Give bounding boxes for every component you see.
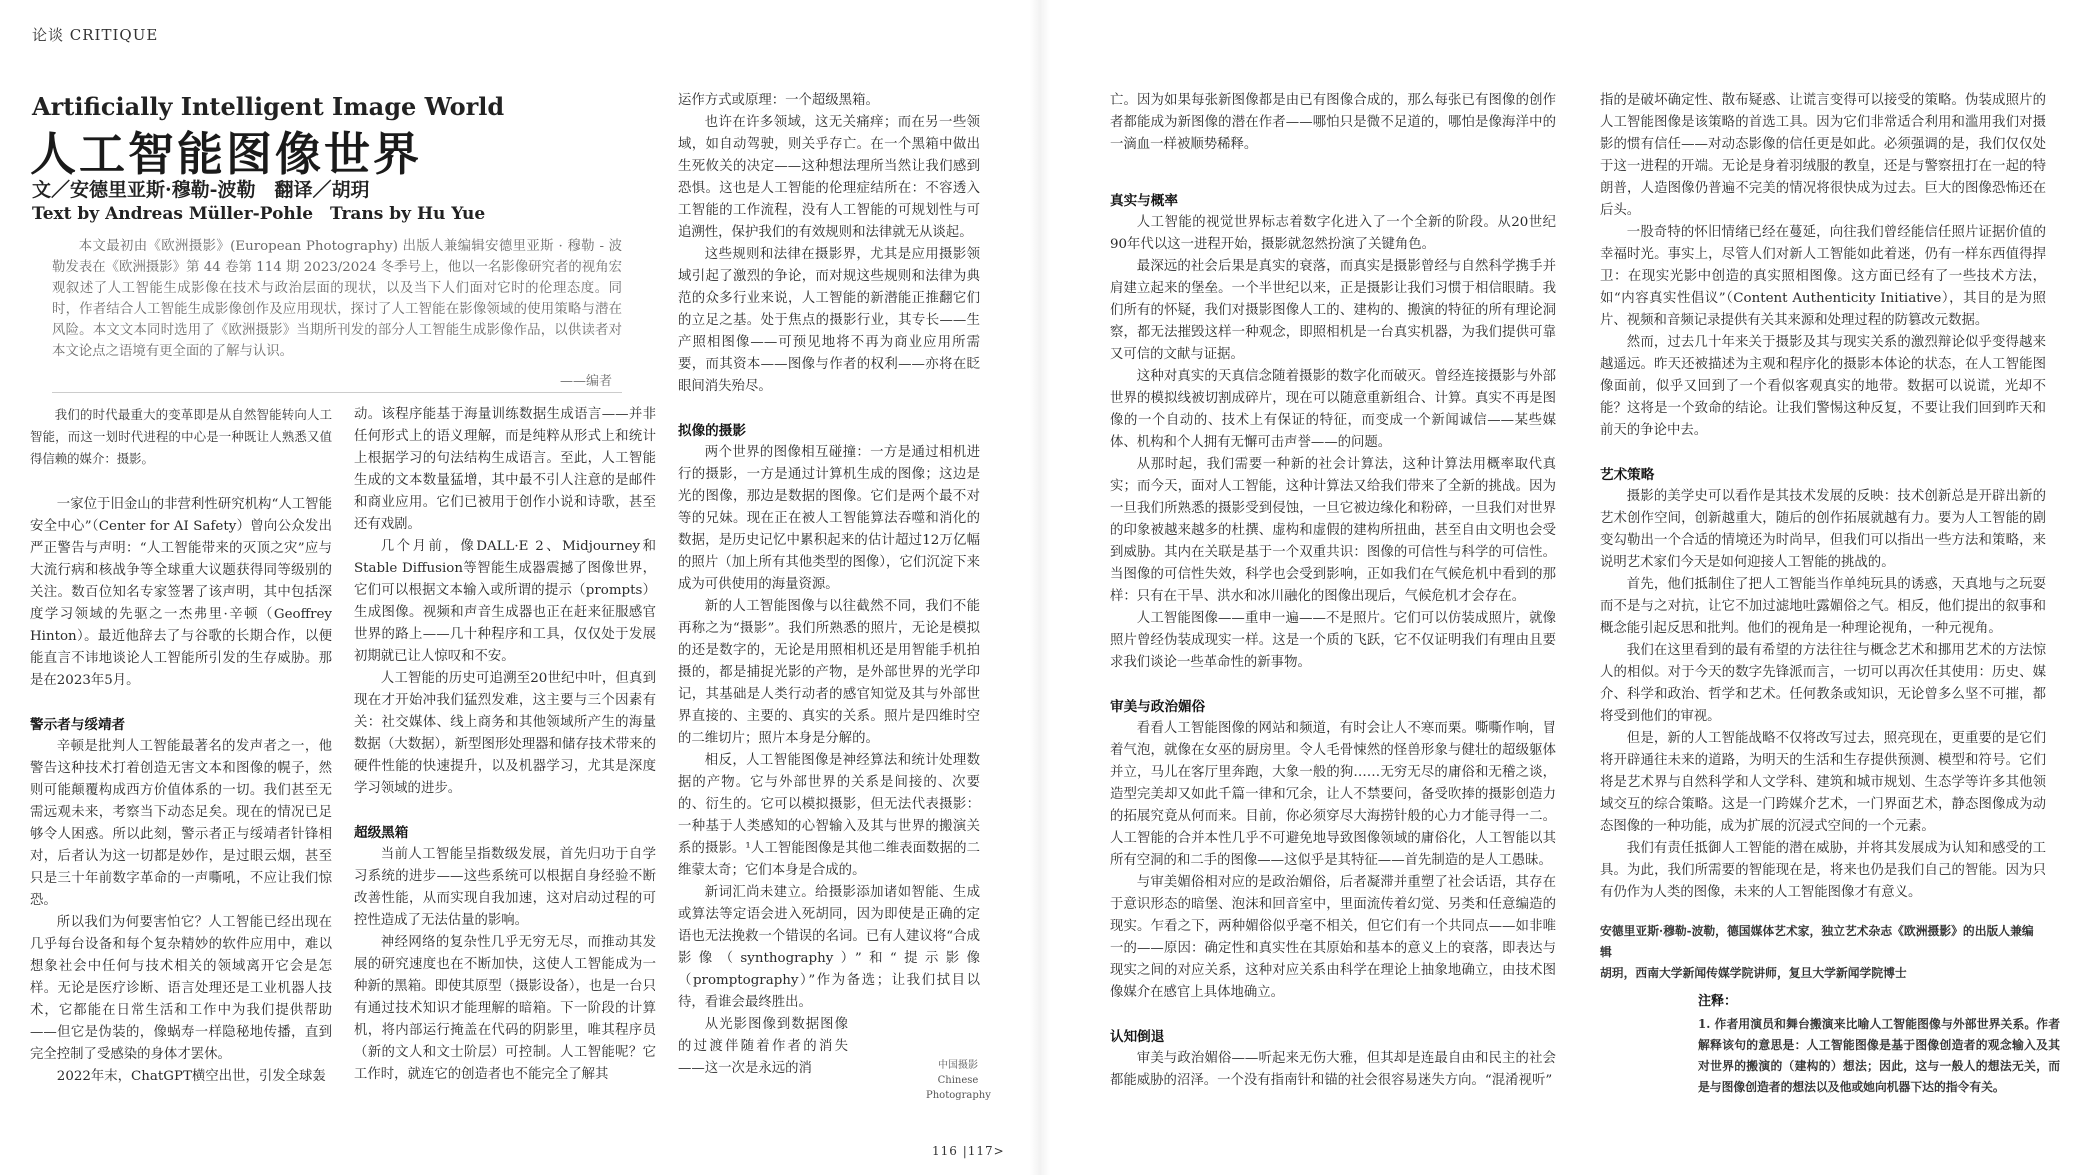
paragraph: 2022年末，ChatGPT横空出世，引发全球轰	[56, 1069, 326, 1084]
paragraph: 这些规则和法律在摄影界，尤其是应用摄影领域引起了激烈的争论，而对规这些规则和法律为典范的众多行业来说，人工智能的新潜能正推翻它们的立足之基。处于焦点的摄影行业，其专长——生产照相图像——可预见地将不再为商业应用所需要，而其资本——图像与作者的权利——亦将在眨眼间消失殆尽。	[678, 247, 980, 394]
paragraph: 当前人工智能呈指数级发展，首先归功于自学习系统的进步——这些系统可以根据自身经验不断改善性能，从而实现自我加速，这对启动过程的可控性造成了无法估量的影响。	[354, 847, 656, 928]
paragraph: 指的是破坏确定性、散布疑惑、让谎言变得可以接受的策略。伪装成照片的人工智能图像是该策略的首选工具。因为它们非常适合利用和滥用我们对摄影的惯有信任——对动态影像的信任更是如此。必须强调的是，我们仅仅处于这一进程的开端。无论是身着羽绒服的教皇，还是与警察扭打在一起的特朗普，人造图像仍普遍不完美的情况将很快成为过去。巨大的图像恐怖还在后头。	[1600, 93, 2046, 218]
column-2	[354, 404, 656, 1086]
byline-chinese: 文／安德里亚斯·穆勒-波勒 翻译／胡玥	[32, 179, 370, 201]
paragraph: 新的人工智能图像与以往截然不同，我们不能再称之为“摄影”。我们所熟悉的照片，无论是模拟的还是数字的，无论是用照相机还是用智能手机拍摄的，都是捕捉光影的产物，是外部世界的光学印记，其基础是人类行动者的感官知觉及其与外部世界直接的、主要的、真实的关系。照片是四维时空的二维切片；照片本身是分解的。	[678, 599, 980, 746]
paragraph: 辛顿是批判人工智能最著名的发声者之一，他警告这种技术打着创造无害文本和图像的幌子，然则可能颠覆构成西方价值体系的一切。我们甚至无需远观未来，考察当下动态足矣。现在的情况已足够令人困惑。所以此刻，警示者正与绥靖者针锋相对，后者认为这一切都是妙作，是过眼云烟，甚至只是三十年前数字革命的一声嘶吼，不应让我们惊恐。	[30, 739, 332, 908]
paragraph: 从那时起，我们需要一种新的社会计算法，这种计算法用概率取代真实；而今天，面对人工智能，这种计算法又给我们带来了全新的挑战。因为一旦我们所熟悉的摄影受到侵蚀，一旦它被边缘化和粉碎，一旦我们对世界的印象被越来越多的杜撰、虚构和虚假的建构所扭曲，甚至自由文明也会受到威胁。其内在关联是基于一个双重共识：图像的可信性与科学的可信性。当图像的可信性失效，科学也会受到影响，正如我们在气候危机中看到的那样：只有在干旱、洪水和冰川融化的图像出现后，气候危机才会存在。	[1110, 457, 1556, 604]
right-page	[1040, 0, 2077, 1175]
paragraph: 人工智能的视觉世界标志着数字化进入了一个全新的阶段。从20世纪90年代以这一进程开始，摄影就忽然扮演了关键角色。	[1110, 215, 1556, 252]
paragraph: 但是，新的人工智能战略不仅将改写过去，照亮现在，更重要的是它们将开辟通往未来的道路，为明天的生活和生存提供预测、模型和符号。它们将是艺术界与自然科学和人文学科、建筑和城市规划、生态学等许多其他领域交互的综合策略。这是一门跨媒介艺术，一门界面艺术，静态图像成为动态图像的一种功能，成为扩展的沉浸式空间的一个元素。	[1600, 731, 2046, 834]
author-bio	[1600, 921, 2040, 984]
paragraph: 也许在许多领域，这无关痛痒；而在另一些领域，如自动驾驶，则关乎存亡。在一个黑箱中做出生死攸关的决定——这种想法理所当然让我们感到恐惧。这也是人工智能的伦理症结所在：不容透入工智能的工作流程，没有人工智能的可规划性与可追溯性，保护我们的有效规则和法律就无从谈起。	[678, 115, 980, 240]
paragraph: 一股奇特的怀旧情绪已经在蔓延，向往我们曾经能信任照片证据价值的幸福时光。事实上，尽管人们对新人工智能如此着迷，仍有一样东西值得捍卫：在现实光影中创造的真实照相图像。这方面已经有了一些技术方法，如“内容真实性倡议”（Content Authenticity Initiative），其目的是为照片、视频和音频记录提供有关其来源和处理过程的防篡改元数据。	[1600, 225, 2046, 328]
paragraph: 看看人工智能图像的网站和频道，有时会让人不寒而栗。嘶嘶作响，冒着气泡，就像在女巫的厨房里。令人毛骨悚然的怪兽形象与健壮的超级躯体并立，马儿在客厅里奔跑，大象一般的狗……无穷无尽的庸俗和无稽之谈，造型完美却又如此千篇一律和冗余，让人不禁要问，备受吹捧的摄影创造力的拓展究竟从何而来。目前，你必须穿尽大海捞针般的心力才能寻得一二。人工智能的合并本性几乎不可避免地导致图像领域的庸俗化，人工智能以其所有空洞的和二手的图像——这似乎是其特征——首先制造的是人工愚昧。	[1110, 721, 1556, 868]
paragraph: 摄影的美学史可以看作是其技术发展的反映：技术创新总是开辟出新的艺术创作空间，创新越重大，随后的创作拓展就越有力。要为人工智能的剧变勾勒出一个合适的情境还为时尚早，但我们可以指出一些方法和策略，来说明艺术家们今天是如何迎接人工智能的挑战的。	[1600, 489, 2046, 570]
paragraph: 所以我们为何要害怕它？人工智能已经出现在几乎每台设备和每个复杂精妙的软件应用中，难以想象社会中任何与技术相关的领域离开它会是怎样。无论是医疗诊断、语言处理还是工业机器人技术，它都能在日常生活和工作中为我们提供帮助——但它是伪装的，像蜗寿一样隐秘地传播，直到完全控制了受感染的身体才罢休。	[30, 915, 332, 1062]
epigraph: 我们的时代最重大的变革即是从自然智能转向人工智能，而这一划时代进程的中心是一种既让人熟悉又值得信赖的媒介：摄影。	[30, 407, 332, 466]
paragraph: 神经网络的复杂性几乎无穷无尽，而推动其发展的研究速度也在不断加快，这使人工智能成为一种新的黑箱。即使其原型（摄影设备），也是一台只有通过技术知识才能理解的暗箱。下一阶段的计算机，将内部运行掩盖在代码的阴影里，唯其程序员（新的文人和文士阶层）可控制。人工智能呢？它工作时，就连它的创造者也不能完全了解其	[354, 935, 656, 1082]
section-heading-art-strategy: 艺术策略	[1600, 467, 1655, 483]
paragraph: 几个月前，像DALL·E 2、Midjourney和Stable Diffusion等智能生成器震撼了图像世界，它们可以根据文本输入或所谓的提示（prompts）生成图像。视频和声音生成器也正在赶来征服感官世界的路上——几十种程序和工具，仅仅处于发展初期就已让人惊叹和不安。	[354, 539, 656, 664]
column-5	[1600, 90, 2046, 904]
paragraph: 我们有责任抵御人工智能的潜在威胁，并将其发展成为认知和感受的工具。为此，我们所需要的智能现在是，将来也仍是我们自己的智能。因为只有仍作为人类的图像，未来的人工智能图像才有意义。	[1600, 841, 2046, 900]
section-heading-truth: 真实与概率	[1110, 193, 1178, 209]
section-heading-regression: 认知倒退	[1110, 1029, 1165, 1045]
section-heading-warners: 警示者与绥靖者	[30, 717, 126, 733]
paragraph: 最深远的社会后果是真实的衰落，而真实是摄影曾经与自然科学携手并肩建立起来的堡垒。一个半世纪以来，正是摄影让我们习惯于相信眼睛。我们所有的怀疑，我们对摄影图像人工的、建构的、搬演的特征的所有理论洞察，都无法摧毁这样一种观念，即照相机是一台真实机器，为我们提供可靠又可信的文献与证据。	[1110, 259, 1556, 362]
editor-intro: 本文最初由《欧洲摄影》(European Photography) 出版人兼编辑安德里亚斯 · 穆勒 - 波勒发表在《欧洲摄影》第 44 卷第 114 期 2023/2024 冬季号上，他以一名影像研究者的视角宏观叙述了人工智能生成影像在技术与政治层面的现状，以及当下人们面对它时的伦理态度。同时，作者结合人工智能生成影像创作及应用现状，探讨了人工智能在影像领域的使用策略与潜在风险。本文文本同时选用了《欧洲摄影》当期所刊发的部分人工智能生成影像作品，以供读者对本文论点之语境有更全面的了解与认识。	[52, 239, 622, 359]
paragraph: 人工智能图像——重申一遍——不是照片。它们可以仿装成照片，就像照片曾经伪装成现实一样。这是一个质的飞跃，它不仅证明我们有理由且要求我们谈论一些革命性的新事物。	[1110, 611, 1556, 670]
paragraph: 从光影图像到数据图像的过渡伴随着作者的消失——这一次是永远的消	[678, 1017, 848, 1076]
paragraph: 动。该程序能基于海量训练数据生成语言——并非任何形式上的语义理解，而是纯粹从形式上和统计上根据学习的句法结构生成语言。至此，人工智能生成的文本数量猛增，其中最不引人注意的是邮件和商业应用。它们已被用于创作小说和诗歌，甚至还有戏剧。	[354, 407, 656, 532]
paragraph: 一家位于旧金山的非营利性研究机构“人工智能安全中心”（Center for AI Safety）曾向公众发出严正警告与声明：“人工智能带来的灭顶之灾”应与大流行病和核战争等全球重大议题获得同等级别的关注。数百位知名专家签署了该声明，其中包括深度学习领域的先驱之一杰弗里·辛顿（Geoffrey Hinton）。最近他辞去了与谷歌的长期合作，以便能直言不讳地谈论人工智能所引发的生存威胁。那是在2023年5月。	[30, 497, 332, 688]
column-4	[1110, 90, 1556, 1092]
author-bio-line: 安德里亚斯·穆勒-波勒，德国媒体艺术家，独立艺术杂志《欧洲摄影》的出版人兼编辑	[1600, 924, 2034, 959]
paragraph: 这种对真实的天真信念随着摄影的数字化而破灭。曾经连接摄影与外部世界的模拟线被切割成碎片，现在可以随意重新组合、计算。真实不再是图像的一个自动的、技术上有保证的特征，而变成一个新闻诚信——某些媒体、机构和个人拥有无懈可击声誉——的问题。	[1110, 369, 1556, 450]
notes-heading: 注释：	[1698, 994, 1738, 1009]
running-head: 论谈 CRITIQUE	[32, 26, 159, 44]
page-numbers: 116 |117>	[932, 1144, 1005, 1158]
paragraph: 人工智能的历史可追溯至20世纪中叶，但真到现在才开始冲我们猛烈发难，这主要与三个因素有关：社交媒体、线上商务和其他领域所产生的海量数据（大数据），新型图形处理器和储存技术带来的硬件性能的快速提升，以及机器学习，尤其是深度学习领域的进步。	[354, 671, 656, 796]
intro-divider	[52, 392, 622, 393]
paragraph: 我们在这里看到的最有希望的方法往往与概念艺术和挪用艺术的方法惊人的相似。对于今天的数字先锋派而言，一切可以再次任其使用：历史、媒介、科学和政治、哲学和艺术。任何教条或知识，无论曾多么坚不可摧，都将受到他们的审视。	[1600, 643, 2046, 724]
paragraph: 审美与政治媚俗——听起来无伤大雅，但其却是连最自由和民主的社会都能威胁的沼泽。一个没有指南针和锚的社会很容易迷失方向。“混淆视听”	[1110, 1051, 1556, 1088]
section-heading-black-box: 超级黑箱	[354, 825, 409, 841]
translator-bio-line: 胡玥，西南大学新闻传媒学院讲师，复旦大学新闻学院博士	[1600, 966, 1907, 980]
paragraph: 运作方式或原理：一个超级黑箱。	[678, 93, 879, 108]
paragraph: 与审美媚俗相对应的是政治媚俗，后者凝滞并重塑了社会话语，其存在于意识形态的暗堡、泡沫和回音室中，里面流传着幻觉、另类和任意编造的现实。乍看之下，两种媚俗似乎毫不相关，但它们有一个共同点——如非唯一的——原因：确定性和真实性在其原始和基本的意义上的衰落，即表达与现实之间的对应关系，这种对应关系由科学在理论上抽象地确立，由技术图像媒介在感官上具体地确立。	[1110, 875, 1556, 1000]
section-heading-kitsch: 审美与政治媚俗	[1110, 699, 1206, 715]
paragraph: 然而，过去几十年来关于摄影及其与现实关系的激烈辩论似乎变得越来越遥远。昨天还被描述为主观和程序化的摄影本体论的状态，在人工智能图像面前，似乎又回到了一个看似客观真实的地带。数据可以说谎，光却不能？这将是一个致命的结论。让我们警惕这种反复，不要让我们回到昨天和前天的争论中去。	[1600, 335, 2046, 438]
paragraph: 相反，人工智能图像是神经算法和统计处理数据的产物。它与外部世界的关系是间接的、次要的、衍生的。它可以模拟摄影，但无法代表摄影：一种基于人类感知的心智输入及其与世界的搬演关系的摄影。¹人工智能图像是其他二维表面数据的二维蒙太奇；它们本身是合成的。	[678, 753, 980, 878]
section-heading-simulacra: 拟像的摄影	[678, 423, 746, 439]
title-chinese: 人工智能图像世界	[30, 127, 422, 181]
paragraph: 亡。因为如果每张新图像都是由已有图像合成的，那么每张已有图像的创作者都能成为新图像的潜在作者——哪怕只是微不足道的，哪怕是像海洋中的一滴血一样被顺势稀释。	[1110, 93, 1556, 152]
byline-english: Text by Andreas Müller-Pohle Trans by Hu Yue	[32, 204, 486, 224]
column-1	[30, 494, 332, 1088]
paragraph: 两个世界的图像相互碰撞：一方是通过相机进行的摄影，一方是通过计算机生成的图像；这边是光的图像，那边是数据的图像。它们是两个最不对等的兄妹。现在正在被人工智能算法吞噬和消化的数据，是历史记忆中累积起来的估计超过12万亿幅的照片（加上所有其他类型的图像），它们沉淀下来成为可供使用的海量资源。	[678, 445, 980, 592]
magazine-label: 中国摄影 Chinese Photography	[926, 1060, 991, 1101]
footnotes: 1. 作者用演员和舞台搬演来比喻人工智能图像与外部世界关系。作者解释该句的意思是：人工智能图像是基于图像创造者的观念输入及其对世界的搬演的（建构的）想法；因此，这与一般人的想法无关，而是与图像创造者的想法以及他或她向机器下达的指令有关。	[1698, 1017, 2060, 1094]
column-3	[678, 90, 980, 1080]
editor-signature: ——编者	[560, 374, 613, 389]
paragraph: 新词汇尚未建立。给摄影添加诸如智能、生成或算法等定语会进入死胡同，因为即使是正确的定语也无法挽救一个错误的名词。已有人建议将“合成影像（synthography）”和“提示影像（promptography）”作为备选；让我们拭目以待，看谁会最终胜出。	[678, 885, 980, 1010]
paragraph: 首先，他们抵制住了把人工智能当作单纯玩具的诱惑，天真地与之玩耍而不是与之对抗，让它不加过滤地吐露媚俗之气。相反，他们提出的叙事和概念能引起反思和批判。他们的视角是一种理论视角，一种元视角。	[1600, 577, 2046, 636]
title-english: Artificially Intelligent Image World	[32, 92, 505, 121]
